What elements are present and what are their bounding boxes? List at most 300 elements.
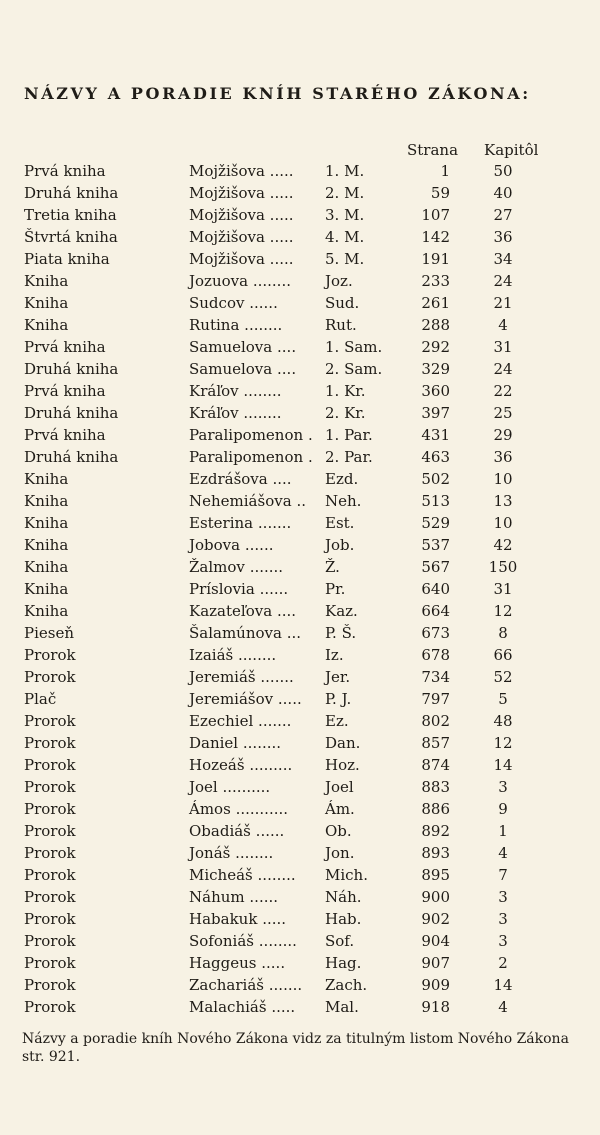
book-name-text: Príslovia [189,580,255,598]
book-abbreviation: Est. [325,514,355,532]
book-name [189,732,281,754]
chapter-count: 3 [498,932,508,950]
page-number: 107 [421,206,450,224]
chapter-count: 21 [493,294,513,312]
book-abbreviation: Ezd. [325,470,359,488]
book-category: Plač [24,690,57,708]
book-name-text: Mojžišova [189,162,265,180]
book-abbreviation: Ž. [325,558,340,576]
chapter-count: 10 [493,514,513,532]
book-name [189,446,313,468]
book-abbreviation: 4. M. [325,228,365,246]
page-number: 900 [421,888,450,906]
book-abbreviation: 2. Sam. [325,360,383,378]
book-name [189,996,295,1018]
leader-dots: ....... [249,558,284,576]
book-name [189,710,291,732]
chapter-count: 9 [498,800,508,818]
footer-note: Názvy a poradie kníh Nového Zákona vidz za titulným listom Nového Zákona str. 921. [22,1031,569,1065]
page-number: 513 [421,492,450,510]
book-name-text: Mojžišova [189,228,265,246]
table-row [0,886,600,908]
chapter-count: 150 [488,558,518,576]
table-row [0,248,600,270]
book-category: Piata kniha [24,250,110,268]
chapter-count: 5 [498,690,508,708]
table-row [0,754,600,776]
table-row [0,292,600,314]
book-name-text: Obadiáš [189,822,251,840]
book-category: Kniha [24,492,69,510]
leader-dots: ........ [258,932,297,950]
table-row [0,270,600,292]
leader-dots: ....... [257,514,292,532]
book-name [189,204,294,226]
book-name [189,600,296,622]
book-abbreviation: Neh. [325,492,362,510]
table-row [0,204,600,226]
book-abbreviation: Ob. [325,822,352,840]
table-row [0,534,600,556]
table-row [0,688,600,710]
chapter-count: 31 [493,580,513,598]
book-category: Prorok [24,822,76,840]
book-abbreviation: Hoz. [325,756,360,774]
table-row [0,820,600,842]
book-abbreviation: P. J. [325,690,352,708]
book-name [189,534,273,556]
table-row [0,160,600,182]
table-row [0,952,600,974]
table-row [0,446,600,468]
book-name [189,974,302,996]
page-number: 734 [421,668,450,686]
page-number: 567 [421,558,450,576]
book-name [189,512,291,534]
book-abbreviation: Job. [325,536,355,554]
book-category: Kniha [24,294,69,312]
book-name-text: Samuelova [189,338,273,356]
page-number: 904 [421,932,450,950]
book-abbreviation: Joz. [325,272,353,290]
leader-dots: .... [277,338,297,356]
leader-dots: . [307,426,313,444]
book-name [189,226,294,248]
page-number: 329 [421,360,450,378]
book-abbreviation: Joel [325,778,354,796]
leader-dots: ......... [249,756,293,774]
leader-dots: ........ [243,404,282,422]
leader-dots: ...... [249,294,278,312]
page-heading: NÁZVY A PORADIE KNÍH STARÉHO ZÁKONA: [24,84,531,103]
book-category: Prorok [24,734,76,752]
book-name [189,270,291,292]
page-number: 892 [421,822,450,840]
book-abbreviation: Jer. [325,668,351,686]
book-name [189,886,278,908]
book-category: Tretia kniha [24,206,117,224]
leader-dots: ..... [277,690,302,708]
book-name [189,424,313,446]
book-abbreviation: Ám. [325,800,355,818]
book-category: Prorok [24,954,76,972]
table-row [0,556,600,578]
page-number: 191 [421,250,450,268]
table-row [0,798,600,820]
leader-dots: ........ [252,272,291,290]
book-abbreviation: Ez. [325,712,349,730]
leader-dots: ....... [258,712,292,730]
book-name-text: Haggeus [189,954,257,972]
book-name-text: Sofoniáš [189,932,254,950]
table-row [0,336,600,358]
book-name-text: Esterina [189,514,254,532]
table-row [0,182,600,204]
book-category: Kniha [24,558,69,576]
book-category: Prvá kniha [24,338,106,356]
chapter-count: 13 [493,492,513,510]
book-name-text: Hozeáš [189,756,245,774]
book-abbreviation: 1. Kr. [325,382,366,400]
book-name-text: Ezechiel [189,712,254,730]
table-row [0,578,600,600]
leader-dots: ........... [235,800,289,818]
table-row [0,996,600,1018]
book-name-text: Samuelova [189,360,273,378]
page-number: 529 [421,514,450,532]
book-name-text: Micheáš [189,866,253,884]
book-name-text: Náhum [189,888,245,906]
table-row [0,424,600,446]
book-name [189,908,286,930]
book-name [189,820,284,842]
table-row [0,314,600,336]
leader-dots: ..... [269,162,294,180]
table-row [0,930,600,952]
chapter-count: 29 [493,426,513,444]
leader-dots: .... [276,602,297,620]
chapter-count: 31 [493,338,513,356]
column-header-page: Strana [407,141,459,159]
book-category: Štvrtá kniha [24,228,118,246]
chapter-count: 8 [498,624,508,642]
leader-dots: .......... [222,778,271,796]
book-abbreviation: P. Š. [325,624,357,642]
book-abbreviation: 1. M. [325,162,365,180]
book-abbreviation: Hag. [325,954,362,972]
book-name [189,842,273,864]
table-row [0,732,600,754]
page-number: 397 [421,404,450,422]
book-name [189,930,297,952]
book-name [189,952,285,974]
page-number: 907 [421,954,450,972]
book-name-text: Ámos [189,800,231,818]
page-number: 893 [421,844,450,862]
page-number: 1 [440,162,450,180]
book-name [189,160,294,182]
book-abbreviation: 2. Kr. [325,404,366,422]
book-name [189,380,282,402]
leader-dots: ...... [255,822,285,840]
book-abbreviation: 5. M. [325,250,365,268]
book-name-text: Žalmov [189,558,245,576]
page-number: 288 [421,316,450,334]
book-category: Prorok [24,800,76,818]
chapter-count: 24 [493,272,513,290]
book-name-text: Zachariáš [189,976,264,994]
book-name-text: Daniel [189,734,239,752]
book-name-text: Nehemiášova [189,492,292,510]
book-category: Prvá kniha [24,382,106,400]
book-name [189,182,294,204]
table-row [0,974,600,996]
book-abbreviation: 1. Sam. [325,338,383,356]
table-row [0,908,600,930]
book-abbreviation: Rut. [325,316,357,334]
page-number: 463 [421,448,450,466]
page-number: 233 [421,272,450,290]
chapter-count: 48 [493,712,513,730]
page-number: 909 [421,976,450,994]
chapter-count: 50 [493,162,513,180]
leader-dots: ..... [269,228,294,246]
book-category: Prorok [24,932,76,950]
book-abbreviation: Iz. [325,646,344,664]
table-row [0,490,600,512]
page-number: 431 [421,426,450,444]
page-number: 640 [421,580,450,598]
page-number: 797 [421,690,450,708]
book-category: Kniha [24,470,69,488]
leader-dots: ..... [271,998,296,1016]
chapter-count: 24 [493,360,513,378]
book-name [189,248,294,270]
table-row [0,600,600,622]
column-header-chapters: Kapitôl [484,141,539,159]
leader-dots: ..... [269,250,294,268]
chapter-count: 22 [493,382,513,400]
chapter-count: 3 [498,778,508,796]
leader-dots: ........ [238,646,277,664]
leader-dots: ....... [260,668,294,686]
page-number: 673 [421,624,450,642]
table-row [0,842,600,864]
leader-dots: ........ [243,382,282,400]
page-number: 857 [421,734,450,752]
leader-dots: .. [296,492,306,510]
book-category: Prvá kniha [24,426,106,444]
page-number: 874 [421,756,450,774]
book-name [189,292,278,314]
book-name-text: Kráľov [189,404,239,422]
chapter-count: 1 [498,822,508,840]
leader-dots: ..... [262,910,287,928]
chapter-count: 66 [493,646,513,664]
book-name [189,490,306,512]
page-number: 59 [430,184,450,202]
book-category: Druhá kniha [24,448,119,466]
chapter-count: 7 [498,866,508,884]
book-category: Kniha [24,316,69,334]
page-number: 918 [421,998,450,1016]
page-number: 902 [421,910,450,928]
leader-dots: ...... [259,580,289,598]
leader-dots: ........ [257,866,296,884]
book-name-text: Rutina [189,316,240,334]
book-abbreviation: Náh. [325,888,362,906]
book-name-text: Jozuova [189,272,249,290]
book-category: Prorok [24,712,76,730]
chapter-count: 4 [498,844,508,862]
book-category: Prvá kniha [24,162,106,180]
table-row [0,710,600,732]
book-name [189,666,294,688]
table-row [0,864,600,886]
book-name [189,468,292,490]
page-number: 142 [421,228,450,246]
leader-dots: ........ [235,844,274,862]
page-number: 664 [421,602,450,620]
chapter-count: 3 [498,910,508,928]
book-name-text: Kráľov [189,382,239,400]
chapter-count: 4 [498,316,508,334]
chapter-count: 4 [498,998,508,1016]
table-row [0,666,600,688]
book-name-text: Mojžišova [189,184,265,202]
table-row [0,644,600,666]
leader-dots: .... [277,360,297,378]
book-name-text: Ezdrášova [189,470,268,488]
chapter-count: 12 [493,602,513,620]
chapter-count: 3 [498,888,508,906]
table-row [0,622,600,644]
book-category: Prorok [24,888,76,906]
chapter-count: 52 [493,668,513,686]
book-name-text: Kazateľova [189,602,273,620]
book-abbreviation: Mich. [325,866,368,884]
book-name [189,776,270,798]
table-row [0,358,600,380]
chapter-count: 27 [493,206,513,224]
book-name-text: Mojžišova [189,250,265,268]
page-number: 360 [421,382,450,400]
book-category: Kniha [24,602,69,620]
book-name-text: Izaiáš [189,646,234,664]
book-category: Prorok [24,844,76,862]
book-category: Prorok [24,910,76,928]
book-abbreviation: Sud. [325,294,360,312]
page-number: 261 [421,294,450,312]
table-row [0,226,600,248]
leader-dots: ........ [244,316,283,334]
page-number: 537 [421,536,450,554]
book-name-text: Jeremiáš [189,668,256,686]
book-name [189,864,296,886]
leader-dots: ..... [269,206,294,224]
leader-dots: .... [272,470,292,488]
chapter-count: 36 [493,228,513,246]
book-name-text: Paralipomenon [189,448,304,466]
table-row [0,380,600,402]
book-name-text: Malachiáš [189,998,267,1016]
book-name [189,358,296,380]
books-table [0,160,600,1018]
book-abbreviation: 2. Par. [325,448,373,466]
book-name [189,314,282,336]
chapter-count: 36 [493,448,513,466]
chapter-count: 14 [493,756,513,774]
page-number: 802 [421,712,450,730]
book-category: Prorok [24,866,76,884]
chapter-count: 40 [493,184,513,202]
book-category: Prorok [24,668,76,686]
leader-dots: ..... [269,184,294,202]
book-name [189,688,302,710]
leader-dots: ........ [242,734,282,752]
table-row [0,512,600,534]
book-abbreviation: 2. M. [325,184,365,202]
book-abbreviation: Pr. [325,580,346,598]
book-name-text: Paralipomenon [189,426,304,444]
page-number: 886 [421,800,450,818]
table-row [0,402,600,424]
page-number: 883 [421,778,450,796]
chapter-count: 2 [498,954,508,972]
book-name [189,336,296,358]
book-name-text: Sudcov [189,294,245,312]
book-name [189,754,292,776]
book-category: Druhá kniha [24,404,119,422]
book-name-text: Jonáš [189,844,231,862]
page-number: 502 [421,470,450,488]
book-category: Kniha [24,272,69,290]
leader-dots: ..... [261,954,286,972]
book-abbreviation: Mal. [325,998,359,1016]
book-name [189,556,283,578]
book-category: Prorok [24,646,76,664]
book-name [189,402,282,424]
leader-dots: ...... [244,536,274,554]
book-abbreviation: Jon. [325,844,355,862]
book-abbreviation: Hab. [325,910,362,928]
book-name [189,622,301,644]
chapter-count: 12 [493,734,513,752]
book-abbreviation: Dan. [325,734,361,752]
book-name-text: Habakuk [189,910,258,928]
page-number: 895 [421,866,450,884]
book-category: Druhá kniha [24,184,119,202]
book-category: Pieseň [24,624,75,642]
book-category: Prorok [24,976,76,994]
book-name [189,578,288,600]
book-name-text: Šalamúnova [189,624,282,642]
page-number: 678 [421,646,450,664]
book-category: Druhá kniha [24,360,119,378]
page-number: 292 [421,338,450,356]
book-abbreviation: Kaz. [325,602,358,620]
leader-dots: . [307,448,313,466]
book-name-text: Joel [189,778,218,796]
book-name-text: Jobova [189,536,241,554]
leader-dots: ... [286,624,302,642]
book-category: Kniha [24,514,69,532]
book-category: Kniha [24,536,69,554]
book-abbreviation: Zach. [325,976,368,994]
book-category: Prorok [24,756,76,774]
book-category: Prorok [24,778,76,796]
book-name-text: Mojžišova [189,206,265,224]
